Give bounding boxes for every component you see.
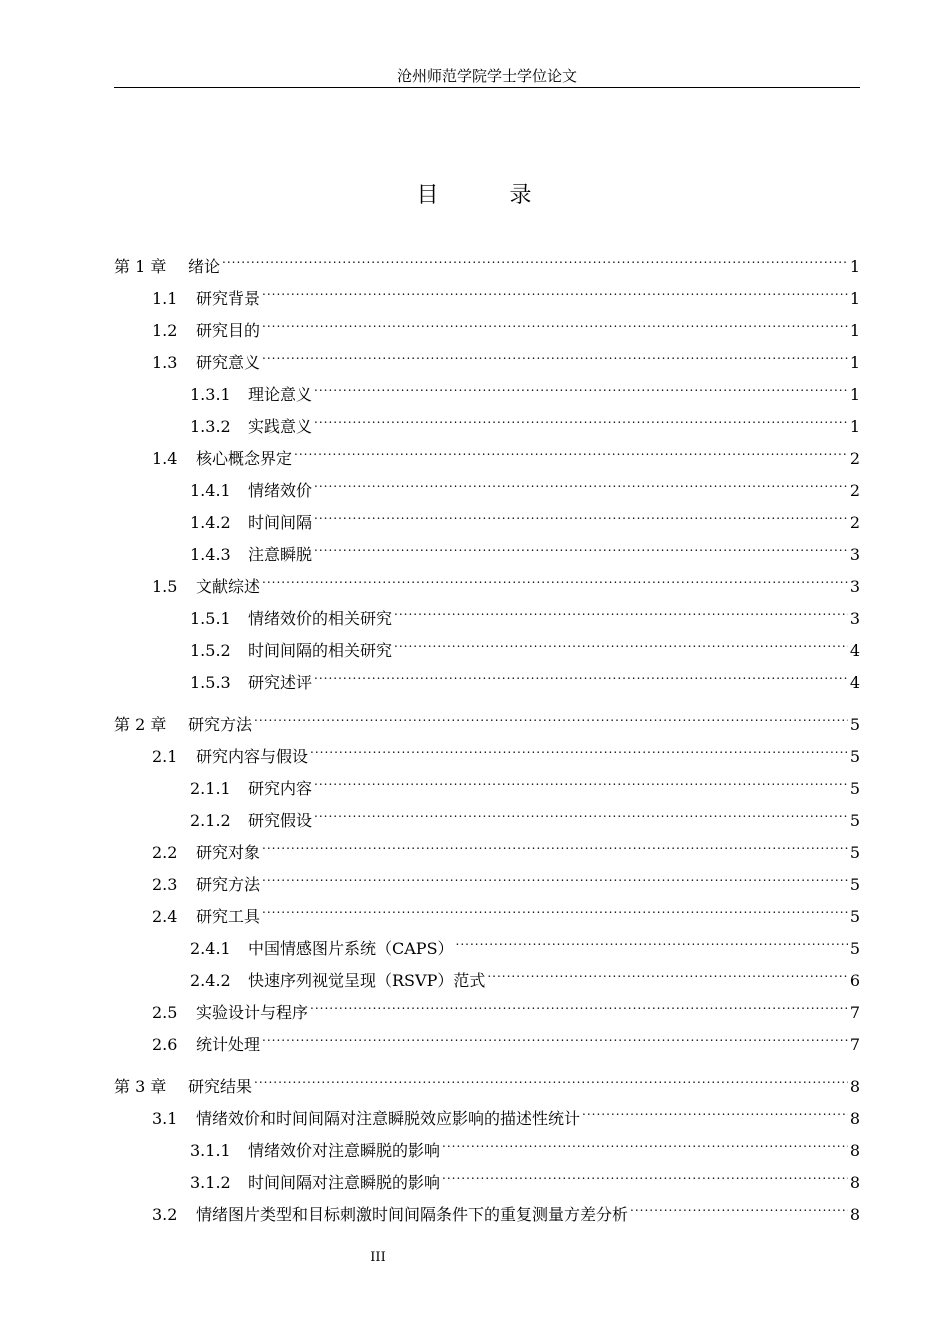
toc-leader-dots [394, 634, 848, 656]
toc-entry[interactable] [190, 474, 860, 500]
toc-leader-dots [314, 538, 848, 560]
toc-leader-dots [262, 570, 848, 592]
toc-entry-page: 5 [849, 779, 860, 798]
toc-entry-number: 3.1.2 [190, 1173, 231, 1192]
toc-entry[interactable] [190, 602, 860, 628]
toc-entry-page: 1 [849, 321, 860, 340]
toc-entry[interactable] [114, 708, 860, 734]
toc-entry-page: 5 [849, 811, 860, 830]
toc-entry-title: 研究目的 [196, 321, 261, 340]
toc-leader-dots [254, 1070, 848, 1092]
toc-leader-dots [314, 410, 848, 432]
toc-entry[interactable] [152, 996, 860, 1022]
toc-entry-number: 1.5 [152, 577, 178, 596]
toc-entry[interactable] [152, 868, 860, 894]
toc-entry-number: 第 2 章 [114, 715, 167, 734]
toc-entry-page: 5 [849, 875, 860, 894]
toc-entry-title: 研究方法 [196, 875, 261, 894]
toc-entry-title: 研究工具 [196, 907, 261, 926]
toc-entry-page: 1 [849, 289, 860, 308]
toc-leader-dots [314, 804, 848, 826]
toc-entry-page: 2 [849, 481, 860, 500]
toc-entry[interactable] [152, 314, 860, 340]
toc-entry-page: 6 [849, 971, 860, 990]
toc-entry-number: 1.3 [152, 353, 178, 372]
toc-leader-dots [294, 442, 848, 464]
toc-entry-title: 快速序列视觉呈现（RSVP）范式 [248, 971, 486, 990]
toc-leader-dots [630, 1198, 848, 1220]
toc-entry-page: 5 [849, 939, 860, 958]
toc-entry[interactable] [152, 1028, 860, 1054]
toc-entry-number: 1.2 [152, 321, 178, 340]
toc-entry-title: 统计处理 [196, 1035, 261, 1054]
toc-entry-page: 8 [849, 1077, 860, 1096]
toc-entry-number: 2.1.1 [190, 779, 231, 798]
toc-leader-dots [262, 346, 848, 368]
toc-entry-title: 情绪效价 [248, 481, 313, 500]
toc-entry-number: 2.1 [152, 747, 178, 766]
toc-leader-dots [314, 506, 848, 528]
toc-entry-page: 1 [849, 353, 860, 372]
toc-entry[interactable] [114, 1070, 860, 1096]
toc-leader-dots [310, 996, 848, 1018]
toc-title-char: 录 [509, 183, 534, 208]
toc-entry-page: 8 [849, 1109, 860, 1128]
toc-entry-title: 核心概念界定 [196, 449, 293, 468]
toc-leader-dots [314, 772, 848, 794]
toc-entry[interactable] [190, 378, 860, 404]
toc-entry[interactable] [190, 772, 860, 798]
toc-entry-title: 研究方法 [188, 715, 253, 734]
toc-entry[interactable] [114, 250, 860, 276]
toc-entry-page: 5 [849, 715, 860, 734]
toc-leader-dots [394, 602, 848, 624]
toc-entry-page: 1 [849, 417, 860, 436]
toc-entry-number: 1.5.1 [190, 609, 231, 628]
toc-entry-page: 7 [849, 1035, 860, 1054]
toc-entry-page: 8 [849, 1173, 860, 1192]
toc-entry-title: 研究意义 [196, 353, 261, 372]
toc-entry[interactable] [152, 570, 860, 596]
toc-entry-title: 时间间隔的相关研究 [248, 641, 393, 660]
toc-entry-page: 7 [849, 1003, 860, 1022]
toc-entry-page: 2 [849, 449, 860, 468]
toc-entry-page: 3 [849, 577, 860, 596]
toc-entry-number: 2.2 [152, 843, 178, 862]
toc-entry-page: 8 [849, 1205, 860, 1224]
toc-entry-number: 3.2 [152, 1205, 178, 1224]
toc-entry[interactable] [190, 410, 860, 436]
toc-leader-dots [310, 740, 848, 762]
toc-entry[interactable] [190, 1134, 860, 1160]
toc-entry-number: 1.3.1 [190, 385, 231, 404]
toc-entry-title: 情绪效价对注意瞬脱的影响 [248, 1141, 441, 1160]
toc-entry[interactable] [190, 666, 860, 692]
toc-entry-title: 中国情感图片系统（CAPS） [248, 939, 454, 958]
toc-leader-dots [314, 378, 848, 400]
toc-entry-title: 情绪图片类型和目标刺激时间间隔条件下的重复测量方差分析 [196, 1205, 629, 1224]
toc-entry-title: 实验设计与程序 [196, 1003, 309, 1022]
toc-entry[interactable] [190, 538, 860, 564]
toc-entry-title: 时间间隔对注意瞬脱的影响 [248, 1173, 441, 1192]
toc-leader-dots [222, 250, 848, 272]
toc-leader-dots [262, 900, 848, 922]
page-number: III [370, 1250, 386, 1265]
toc-entry[interactable] [152, 1198, 860, 1224]
toc-leader-dots [262, 282, 848, 304]
toc-entry-number: 1.4.1 [190, 481, 231, 500]
toc-entry-number: 1.1 [152, 289, 178, 308]
toc-entry[interactable] [152, 836, 860, 862]
toc-entry-page: 3 [849, 545, 860, 564]
toc-entry-title: 研究述评 [248, 673, 313, 692]
toc-leader-dots [456, 932, 848, 954]
toc-entry-title: 研究对象 [196, 843, 261, 862]
toc-entry-number: 2.4 [152, 907, 178, 926]
toc-entry[interactable] [152, 282, 860, 308]
toc-entry-page: 1 [849, 385, 860, 404]
toc-entry-number: 1.5.3 [190, 673, 231, 692]
toc-entry[interactable] [152, 346, 860, 372]
toc-entry[interactable] [190, 506, 860, 532]
toc-entry-number: 2.5 [152, 1003, 178, 1022]
toc-entry-title: 文献综述 [196, 577, 261, 596]
toc-entry-page: 8 [849, 1141, 860, 1160]
toc-entry-number: 3.1 [152, 1109, 178, 1128]
toc-title-char: 目 [416, 183, 441, 208]
toc-entry-number: 1.3.2 [190, 417, 231, 436]
toc-leader-dots [254, 708, 848, 730]
toc-entry-number: 1.4 [152, 449, 178, 468]
toc-entry-number: 1.5.2 [190, 641, 231, 660]
toc-entry-number: 1.4.3 [190, 545, 231, 564]
toc-entry[interactable] [152, 442, 860, 468]
toc-entry-title: 理论意义 [248, 385, 313, 404]
toc-entry-title: 研究背景 [196, 289, 261, 308]
toc-entry-number: 2.4.1 [190, 939, 231, 958]
toc-entry-page: 5 [849, 747, 860, 766]
toc-entry[interactable] [152, 1102, 860, 1128]
toc-entry-title: 研究内容与假设 [196, 747, 309, 766]
toc-leader-dots [442, 1166, 848, 1188]
toc-entry-number: 2.3 [152, 875, 178, 894]
toc-entry[interactable] [190, 634, 860, 660]
toc-leader-dots [262, 868, 848, 890]
toc-entry-number: 2.4.2 [190, 971, 231, 990]
toc-entry-page: 4 [849, 673, 860, 692]
toc-leader-dots [262, 836, 848, 858]
running-header: 沧州师范学院学士学位论文 [396, 67, 577, 85]
toc-entry-number: 第 1 章 [114, 257, 167, 276]
toc-entry-page: 4 [849, 641, 860, 660]
toc-leader-dots [262, 314, 848, 336]
toc-entry-number: 3.1.1 [190, 1141, 231, 1160]
toc-leader-dots [487, 964, 847, 986]
toc-entry[interactable] [190, 932, 860, 958]
toc-leader-dots [262, 1028, 848, 1050]
toc-entry[interactable] [190, 804, 860, 830]
toc-entry-title: 研究假设 [248, 811, 313, 830]
toc-entry-number: 2.6 [152, 1035, 178, 1054]
toc-entry-page: 5 [849, 907, 860, 926]
toc-entry-title: 情绪效价和时间间隔对注意瞬脱效应影响的描述性统计 [196, 1109, 581, 1128]
toc-entry[interactable] [152, 740, 860, 766]
toc-leader-dots [314, 474, 848, 496]
toc-leader-dots [442, 1134, 848, 1156]
toc-entry-title: 注意瞬脱 [248, 545, 313, 564]
toc-entry-page: 3 [849, 609, 860, 628]
toc-entry-page: 5 [849, 843, 860, 862]
toc-entry-title: 研究结果 [188, 1077, 253, 1096]
toc-entry[interactable] [190, 964, 860, 990]
toc-entry-number: 2.1.2 [190, 811, 231, 830]
toc-entry-title: 时间间隔 [248, 513, 313, 532]
toc-entry-title: 绪论 [188, 257, 221, 276]
toc-entry-page: 1 [849, 257, 860, 276]
toc-leader-dots [314, 666, 848, 688]
toc-entry-page: 2 [849, 513, 860, 532]
toc-entry-number: 1.4.2 [190, 513, 231, 532]
toc-entry-number: 第 3 章 [114, 1077, 167, 1096]
toc-entry-title: 情绪效价的相关研究 [248, 609, 393, 628]
toc-entry-title: 研究内容 [248, 779, 313, 798]
toc-entry[interactable] [190, 1166, 860, 1192]
toc-entry-title: 实践意义 [248, 417, 313, 436]
toc-entry[interactable] [152, 900, 860, 926]
toc-leader-dots [582, 1102, 848, 1124]
